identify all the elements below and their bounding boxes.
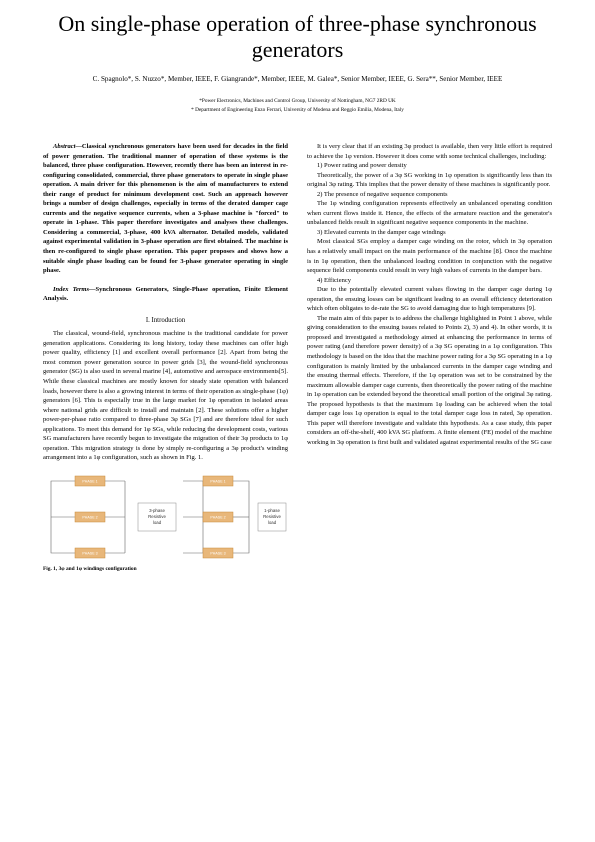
left-load-label-3: load — [152, 519, 162, 525]
abstract-label: Abstract — [53, 143, 76, 150]
right-paragraph: Due to the potentially elevated current values flowing in the damper cage during 1φ operation, the ensuing losses can be significant leading to an overall efficiency deterioration which often obligates to de-rate the SG to avoid damaging due to high temperatures [9]. — [307, 286, 552, 313]
index-terms — [43, 285, 288, 304]
abstract-text: —Classical synchronous generators have been used for decades in the field of power generation. The traditional manner of operation of these systems is the balanced, three phase configuration. However, recently there has been an interest in re-configuring consolidated, commercial, three phase generators to operate in single phase operation. A main driver for this phenomenon is the aim of manufacturers to extend their range of product for minimum development cost. Such an approach however brings a number of design challenges, especially in terms of the derated damper cage currents and the negative sequence currents, when a 3-phase machine is "forced" to operate in 1-phase. This paper therefore investigates and analyses these challenges. Considering a commercial, 3-phase, 400 kVA alternator. Detailed models, validated against experimental validation in 3-phase operation are first obtained. The machine is then re-configured to single phase operation. This paper proposes and shows how a suitable single phase loading can be found for 3-phase generator operating in single phase. — [43, 143, 288, 275]
right-load-label-1: 1-phase — [264, 507, 280, 513]
right-paragraph: The 1φ winding configuration represents effectively an unbalanced operating condition when current flows inside it. Hence, the effects of the armature reaction and the generator's unbalanced fields result in significant negative sequence components in the machine. — [307, 200, 552, 227]
challenge-heading-2: 2) The presence of negative sequence components — [317, 190, 448, 198]
left-phase-1-label: PHASE 1 — [82, 479, 98, 484]
right-paragraph: Most classical SGs employ a damper cage winding on the rotor, which in 3φ operation has a relatively small impact on the main performance of the machine [8]. Once the machine is in 1φ operation, then the unbalanced loading condition in conjunction with the negative sequence field components could result in very high values of currents in the damper bars. — [307, 238, 552, 275]
challenge-heading-3: 3) Elevated currents in the damper cage windings — [317, 228, 446, 236]
abstract — [43, 142, 288, 276]
author-list: C. Spagnolo*, S. Nuzzo*, Member, IEEE, F. Giangrande*, Member, IEEE, M. Galea*, Senior Member, IEEE, G. Sera**, Senior Member, IEEE — [92, 75, 503, 83]
paper-title: On single-phase operation of three-phase synchronous generators — [58, 11, 537, 62]
right-phase-1-label: PHASE 1 — [210, 479, 226, 484]
challenge-heading-1: 1) Power rating and power density — [317, 162, 407, 170]
left-load-label-1: 3-phase — [149, 507, 165, 513]
intro-paragraph: The classical, wound-field, synchronous machine is the traditional candidate for power generation applications. Considering its long history, today these machines can offer high power quality, efficiency [1] and excellent overall performance [2]. Apart from being the most common power generation source in power grids [3], the wound-field synchronous generator (SG) is also used in several marine [4], automotive and aerospace environments[5]. While these classical machines are mostly known for steady state operation with balanced loads, however there is also a growing interest in terms of their operation as single-phase (1φ) generators [6]. This is especially true in the large market for 1φ operation in isolated areas where national grids are difficult to install and maintain [2]. These solutions offer a higher power-per-phase ratio compared to three-phase 3φ SGs [7] and are therefore ideal for such applications. To meet this demand for 1φ SGs, while reducing the development costs, various SG manufacturers have recently begun to investigate the migration of their 3φ products to 1φ operation. This migration strategy is done by simply re-configuring a 3φ product's winding arrangement into a 1φ configuration, such as shown in Fig. 1. — [43, 330, 288, 462]
figure-1-caption: Fig. 1, 3φ and 1φ windings configuration — [43, 565, 137, 572]
affiliations — [30, 97, 565, 114]
left-load-label-2: Resistive — [148, 513, 166, 519]
left-column — [43, 142, 288, 575]
index-terms-label: Index Terms — [53, 285, 89, 293]
left-phase-3-label: PHASE 3 — [82, 551, 98, 556]
right-paragraph: Theoretically, the power of a 3φ SG working in 1φ operation is significantly less than its original 3φ rating. This implies that the power density of these machines is significantly poor. — [307, 171, 552, 189]
affiliation-1: *Power Electronics, Machines and Control Group, University of Nottingham, NG7 2RD UK — [199, 98, 396, 104]
right-paragraph: It is very clear that if an existing 3φ product is available, then very little effort is required to achieve the 1φ version. However it does come with some technical challenges, including: — [307, 143, 552, 160]
figure-1 — [43, 471, 288, 563]
left-phase-2-label: PHASE 2 — [82, 515, 98, 520]
right-paragraph: The main aim of this paper is to address the challenge highlighted in Point 1 above, while giving consideration to the ensuing issues related to Points 2), 3) and 4). In other words, it is proposed and investigated a methodology aimed at enhancing the performance in terms of power rating (and therefore power density) of a 3φ SG operating in a 1φ configuration. This methodology is based on the idea that the machine power rating for a 3φ SG operating in a 1φ configuration is mainly limited by the unbalanced currents in the damper cage winding and the ensuing thermal effects. Therefore, if the 1φ operation was set to be constrained by the maximum allowable damper cage currents, then theoretically the power rating of the machine in 1φ operation can be extended beyond the theoretical small portion of the original 3φ rating. The proposed hypothesis is that the maximum 1φ loading can be achieved when the total damper cage loss 1φ operation is equal to the total damper cage loss in rated, 3φ operation. This paper will therefore investigate and validate this hypothesis. As a case study, this paper considers an off-the-shelf, 400 kVA SG platform. A finite element (FE) model of the machine working in 3φ operation is first built and validated against experimental results of the SG case — [307, 314, 552, 446]
right-load-label-2: Resistive — [263, 513, 281, 519]
right-column — [307, 142, 552, 448]
affiliation-2: * Department of Engineering Enzo Ferrari, University of Modena and Reggio Emilia, Modena, Italy — [191, 106, 404, 113]
index-terms-text: —Synchronous Generators, Single-Phase operation, Finite Element Analysis. — [43, 285, 288, 303]
right-phase-2-label: PHASE 2 — [210, 515, 226, 520]
section-heading-introduction: I. Introduction — [145, 316, 186, 324]
winding-diagram — [43, 471, 288, 563]
right-phase-3-label: PHASE 3 — [210, 551, 226, 556]
challenge-heading-4: 4) Efficiency — [317, 276, 351, 284]
right-load-label-3: load — [267, 519, 277, 525]
